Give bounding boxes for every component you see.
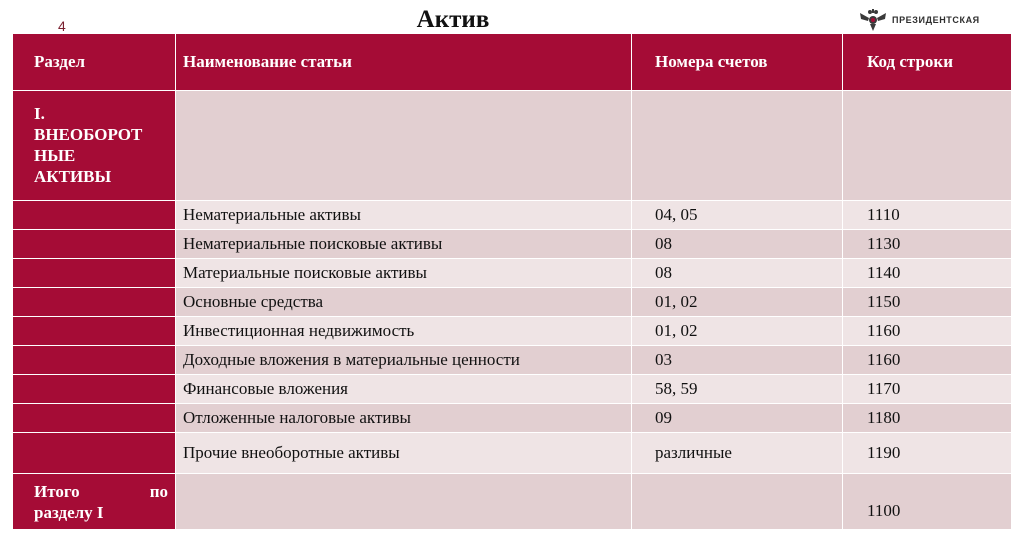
account-numbers-cell: 01, 02: [632, 317, 843, 346]
line-code-cell: 1170: [843, 375, 1012, 404]
table-row: [13, 404, 1012, 433]
section-cell: [13, 375, 176, 404]
line-code-cell: 1140: [843, 259, 1012, 288]
section-title-line: I.: [34, 104, 45, 123]
table-row: [13, 201, 1012, 230]
table-row: [13, 317, 1012, 346]
table-cell: [843, 91, 1012, 201]
table-row: [13, 346, 1012, 375]
total-code-cell: 1100: [843, 474, 1012, 530]
item-name-cell: Основные средства: [176, 288, 632, 317]
line-code-cell: 1110: [843, 201, 1012, 230]
eagle-emblem-icon: [858, 8, 888, 32]
account-numbers-cell: 04, 05: [632, 201, 843, 230]
total-row: [13, 474, 1012, 530]
header-item-name: Наименование статьи: [176, 34, 632, 91]
line-code-cell: 1130: [843, 230, 1012, 259]
logo-text: ПРЕЗИДЕНТСКАЯ: [892, 15, 980, 25]
item-name-cell: Инвестиционная недвижимость: [176, 317, 632, 346]
table-cell: [632, 91, 843, 201]
account-numbers-cell: 08: [632, 259, 843, 288]
section-cell: [13, 317, 176, 346]
section-cell: [13, 288, 176, 317]
table-cell: [176, 474, 632, 530]
header-account-numbers: Номера счетов: [632, 34, 843, 91]
table-row: [13, 259, 1012, 288]
line-code-cell: 1190: [843, 433, 1012, 474]
section-title-line: НЫЕ: [34, 146, 76, 165]
table-row: [13, 230, 1012, 259]
item-name-cell: Нематериальные активы: [176, 201, 632, 230]
account-numbers-cell: 03: [632, 346, 843, 375]
item-name-cell: Материальные поисковые активы: [176, 259, 632, 288]
item-name-cell: Нематериальные поисковые активы: [176, 230, 632, 259]
section-row: [13, 91, 1012, 201]
section-cell: [13, 433, 176, 474]
account-numbers-cell: 58, 59: [632, 375, 843, 404]
section-title-line: АКТИВЫ: [34, 167, 112, 186]
total-label-word: Итого: [34, 481, 80, 501]
table-cell: [632, 474, 843, 530]
item-name-cell: Финансовые вложения: [176, 375, 632, 404]
section-cell: [13, 230, 176, 259]
total-label-line: [34, 481, 168, 502]
account-numbers-cell: 01, 02: [632, 288, 843, 317]
table-row: [13, 288, 1012, 317]
section-cell: [13, 201, 176, 230]
header-line-code: Код строки: [843, 34, 1012, 91]
section-cell: [13, 346, 176, 375]
section-title: [13, 91, 176, 201]
total-label-word: по: [149, 481, 168, 501]
total-label-line: разделу I: [34, 502, 104, 522]
section-cell: [13, 404, 176, 433]
line-code-cell: 1160: [843, 346, 1012, 375]
account-numbers-cell: 08: [632, 230, 843, 259]
slide-title: Актив: [416, 6, 490, 33]
table-cell: [176, 91, 632, 201]
header-section: Раздел: [13, 34, 176, 91]
account-numbers-cell: различные: [632, 433, 843, 474]
item-name-cell: Отложенные налоговые активы: [176, 404, 632, 433]
table-row: [13, 375, 1012, 404]
section-title-line: ВНЕОБОРОТ: [34, 125, 143, 144]
table-row: [13, 433, 1012, 474]
line-code-cell: 1180: [843, 404, 1012, 433]
line-code-cell: 1150: [843, 288, 1012, 317]
logo: [858, 8, 980, 32]
balance-table: [12, 33, 1012, 530]
item-name-cell: Прочие внеоборотные активы: [176, 433, 632, 474]
account-numbers-cell: 09: [632, 404, 843, 433]
slide-number: 4: [58, 18, 66, 34]
section-cell: [13, 259, 176, 288]
item-name-cell: Доходные вложения в материальные ценности: [176, 346, 632, 375]
line-code-cell: 1160: [843, 317, 1012, 346]
table-header-row: [13, 34, 1012, 91]
total-label: [13, 474, 176, 530]
